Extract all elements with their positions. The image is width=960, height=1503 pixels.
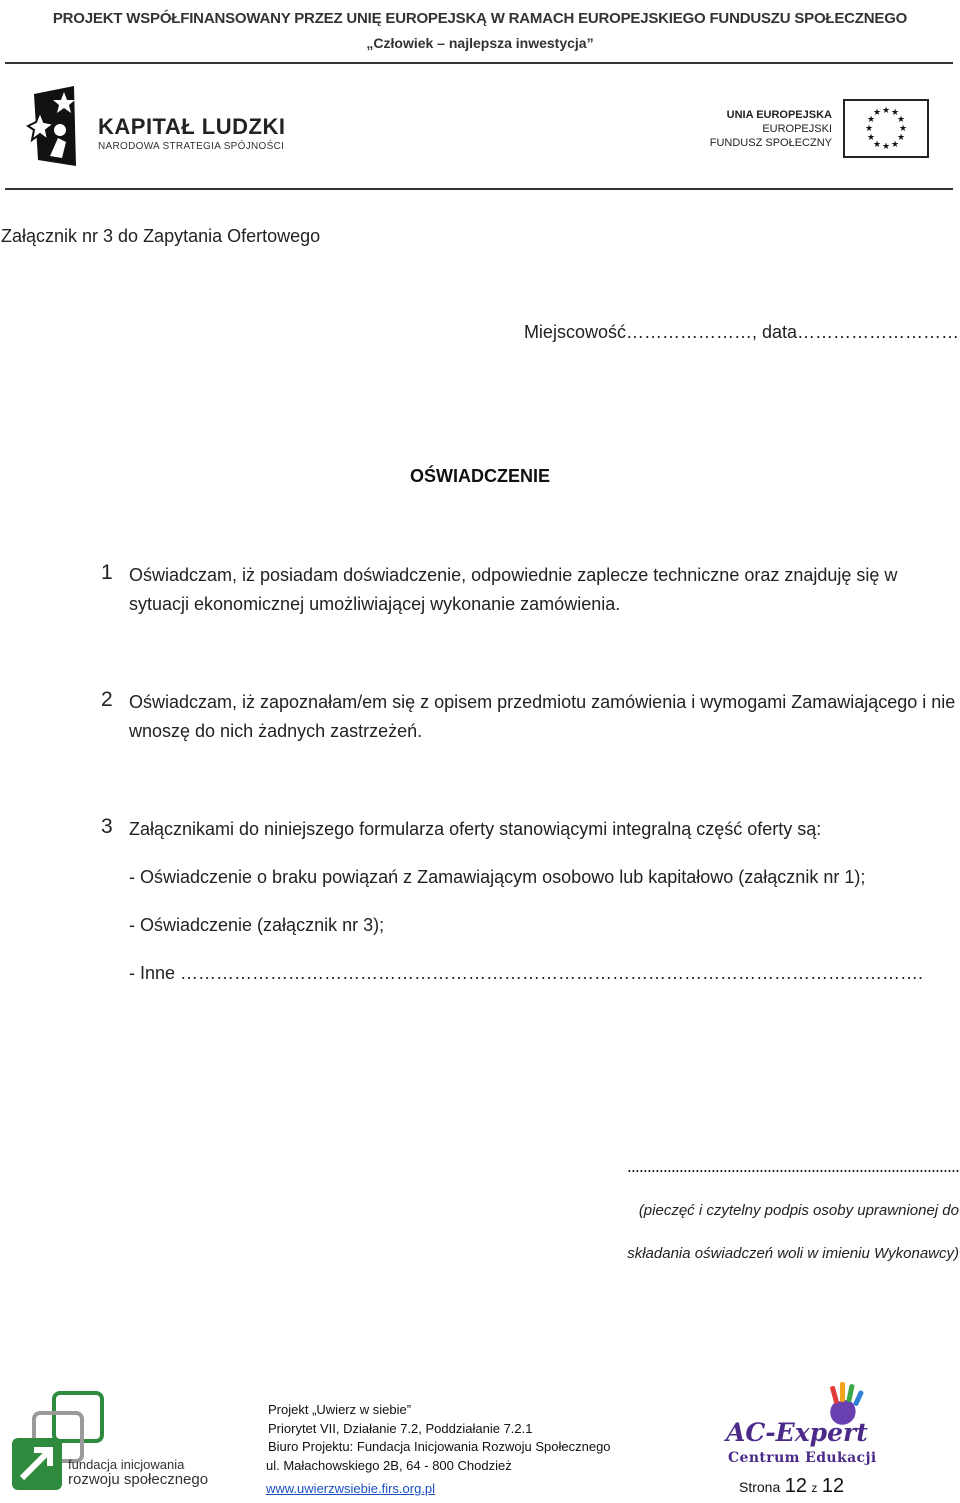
fundacja-line1: fundacja inicjowania [68, 1457, 185, 1472]
item-3-number: 3 [101, 815, 113, 838]
header-bottom-rule [5, 188, 953, 190]
page-label: Strona [739, 1479, 781, 1495]
item-1-text: Oświadczam, iż posiadam doświadczenie, odpowiednie zaplecze techniczne oraz znajduję się w sytuacji ekonomicznej umożliwiającej wykonanie zamówienia. [129, 565, 898, 614]
svg-text:★: ★ [890, 107, 900, 117]
ac-expert-logo-subtitle: Centrum Edukacji [728, 1450, 877, 1466]
item-1-number: 1 [101, 561, 113, 584]
page-number [739, 1475, 844, 1498]
signature-caption-line2: składania oświadczeń woli w imieniu Wykonawcy) [627, 1245, 959, 1262]
kapital-ludzki-logo-icon [20, 86, 80, 170]
page-of: z [811, 1481, 818, 1495]
footer-office: Biuro Projektu: Fundacja Inicjowania Rozwoju Społecznego [268, 1439, 611, 1454]
svg-text:★: ★ [896, 132, 906, 142]
item-2-number: 2 [101, 688, 113, 711]
kapital-ludzki-title: KAPITAŁ LUDZKI [98, 114, 286, 139]
attachment-list-item: - Oświadczenie (załącznik nr 3); [129, 915, 385, 935]
header-top-rule [5, 62, 953, 64]
svg-text:★: ★ [896, 114, 906, 124]
svg-text:★: ★ [872, 139, 882, 149]
document-title: OŚWIADCZENIE [409, 466, 550, 486]
signature-caption-line1: (pieczęć i czytelny podpis osoby uprawnionej do [638, 1202, 959, 1219]
attachment-list-item: - Inne ……………………………………………………………………………………………………………. [129, 963, 924, 983]
kapital-ludzki-logo-text [98, 114, 285, 152]
page-current: 12 [784, 1475, 807, 1497]
eu-line1: UNIA EUROPEJSKA [726, 109, 832, 121]
svg-text:★: ★ [866, 114, 876, 124]
svg-text:★: ★ [872, 107, 882, 117]
svg-text:★: ★ [881, 141, 891, 151]
ac-expert-logo-name: AC-Expert [726, 1418, 868, 1447]
fundacja-logo-text [68, 1457, 208, 1487]
svg-text:★: ★ [881, 105, 891, 115]
eu-line3: FUNDUSZ SPOŁECZNY [709, 137, 832, 149]
signature-line: ................................................................................... [626, 1156, 959, 1176]
svg-text:★: ★ [890, 139, 900, 149]
footer-website-link[interactable]: www.uwierzwsiebie.firs.org.pl [266, 1481, 436, 1496]
svg-text:★: ★ [898, 123, 908, 133]
eu-line2: EUROPEJSKI [762, 123, 832, 135]
svg-text:★: ★ [866, 132, 876, 142]
footer-priority: Priorytet VII, Działanie 7.2, Poddziałanie 7.2.1 [268, 1420, 533, 1436]
footer-project-info [268, 1401, 611, 1475]
attachment-list-item: - Oświadczenie o braku powiązań z Zamawiającym osobowo lub kapitałowo (załącznik nr 1); [129, 867, 866, 887]
eu-flag-icon [843, 99, 929, 158]
header-cofinancing-text: PROJEKT WSPÓŁFINANSOWANY PRZEZ UNIĘ EUROPEJSKĄ W RAMACH EUROPEJSKIEGO FUNDUSZU SPOŁECZNEGO [52, 10, 908, 27]
header-slogan: „Człowiek – najlepsza inwestycja” [366, 35, 594, 51]
fundacja-line2: rozwoju społecznego [68, 1471, 209, 1488]
kapital-ludzki-subtitle: NARODOWA STRATEGIA SPÓJNOŚCI [98, 141, 285, 152]
footer-address: ul. Małachowskiego 2B, 64 - 800 Chodzież [266, 1457, 512, 1473]
svg-text:★: ★ [864, 123, 874, 133]
eu-logo-text [710, 108, 832, 150]
place-date-line: Miejscowość…………………, data……………………… [523, 322, 959, 342]
page-total: 12 [821, 1475, 845, 1497]
item-2-text: Oświadczam, iż zapoznałam/em się z opisem przedmiotu zamówienia i wymogami Zamawiającego i nie wnoszę do nich żadnych zastrzeżeń. [129, 692, 956, 741]
item-3-text: Załącznikami do niniejszego formularza oferty stanowiącymi integralną część oferty są: [129, 819, 822, 839]
footer-project: Projekt „Uwierz w siebie” [268, 1402, 412, 1417]
attachment-label: Załącznik nr 3 do Zapytania Ofertowego [1, 226, 321, 246]
